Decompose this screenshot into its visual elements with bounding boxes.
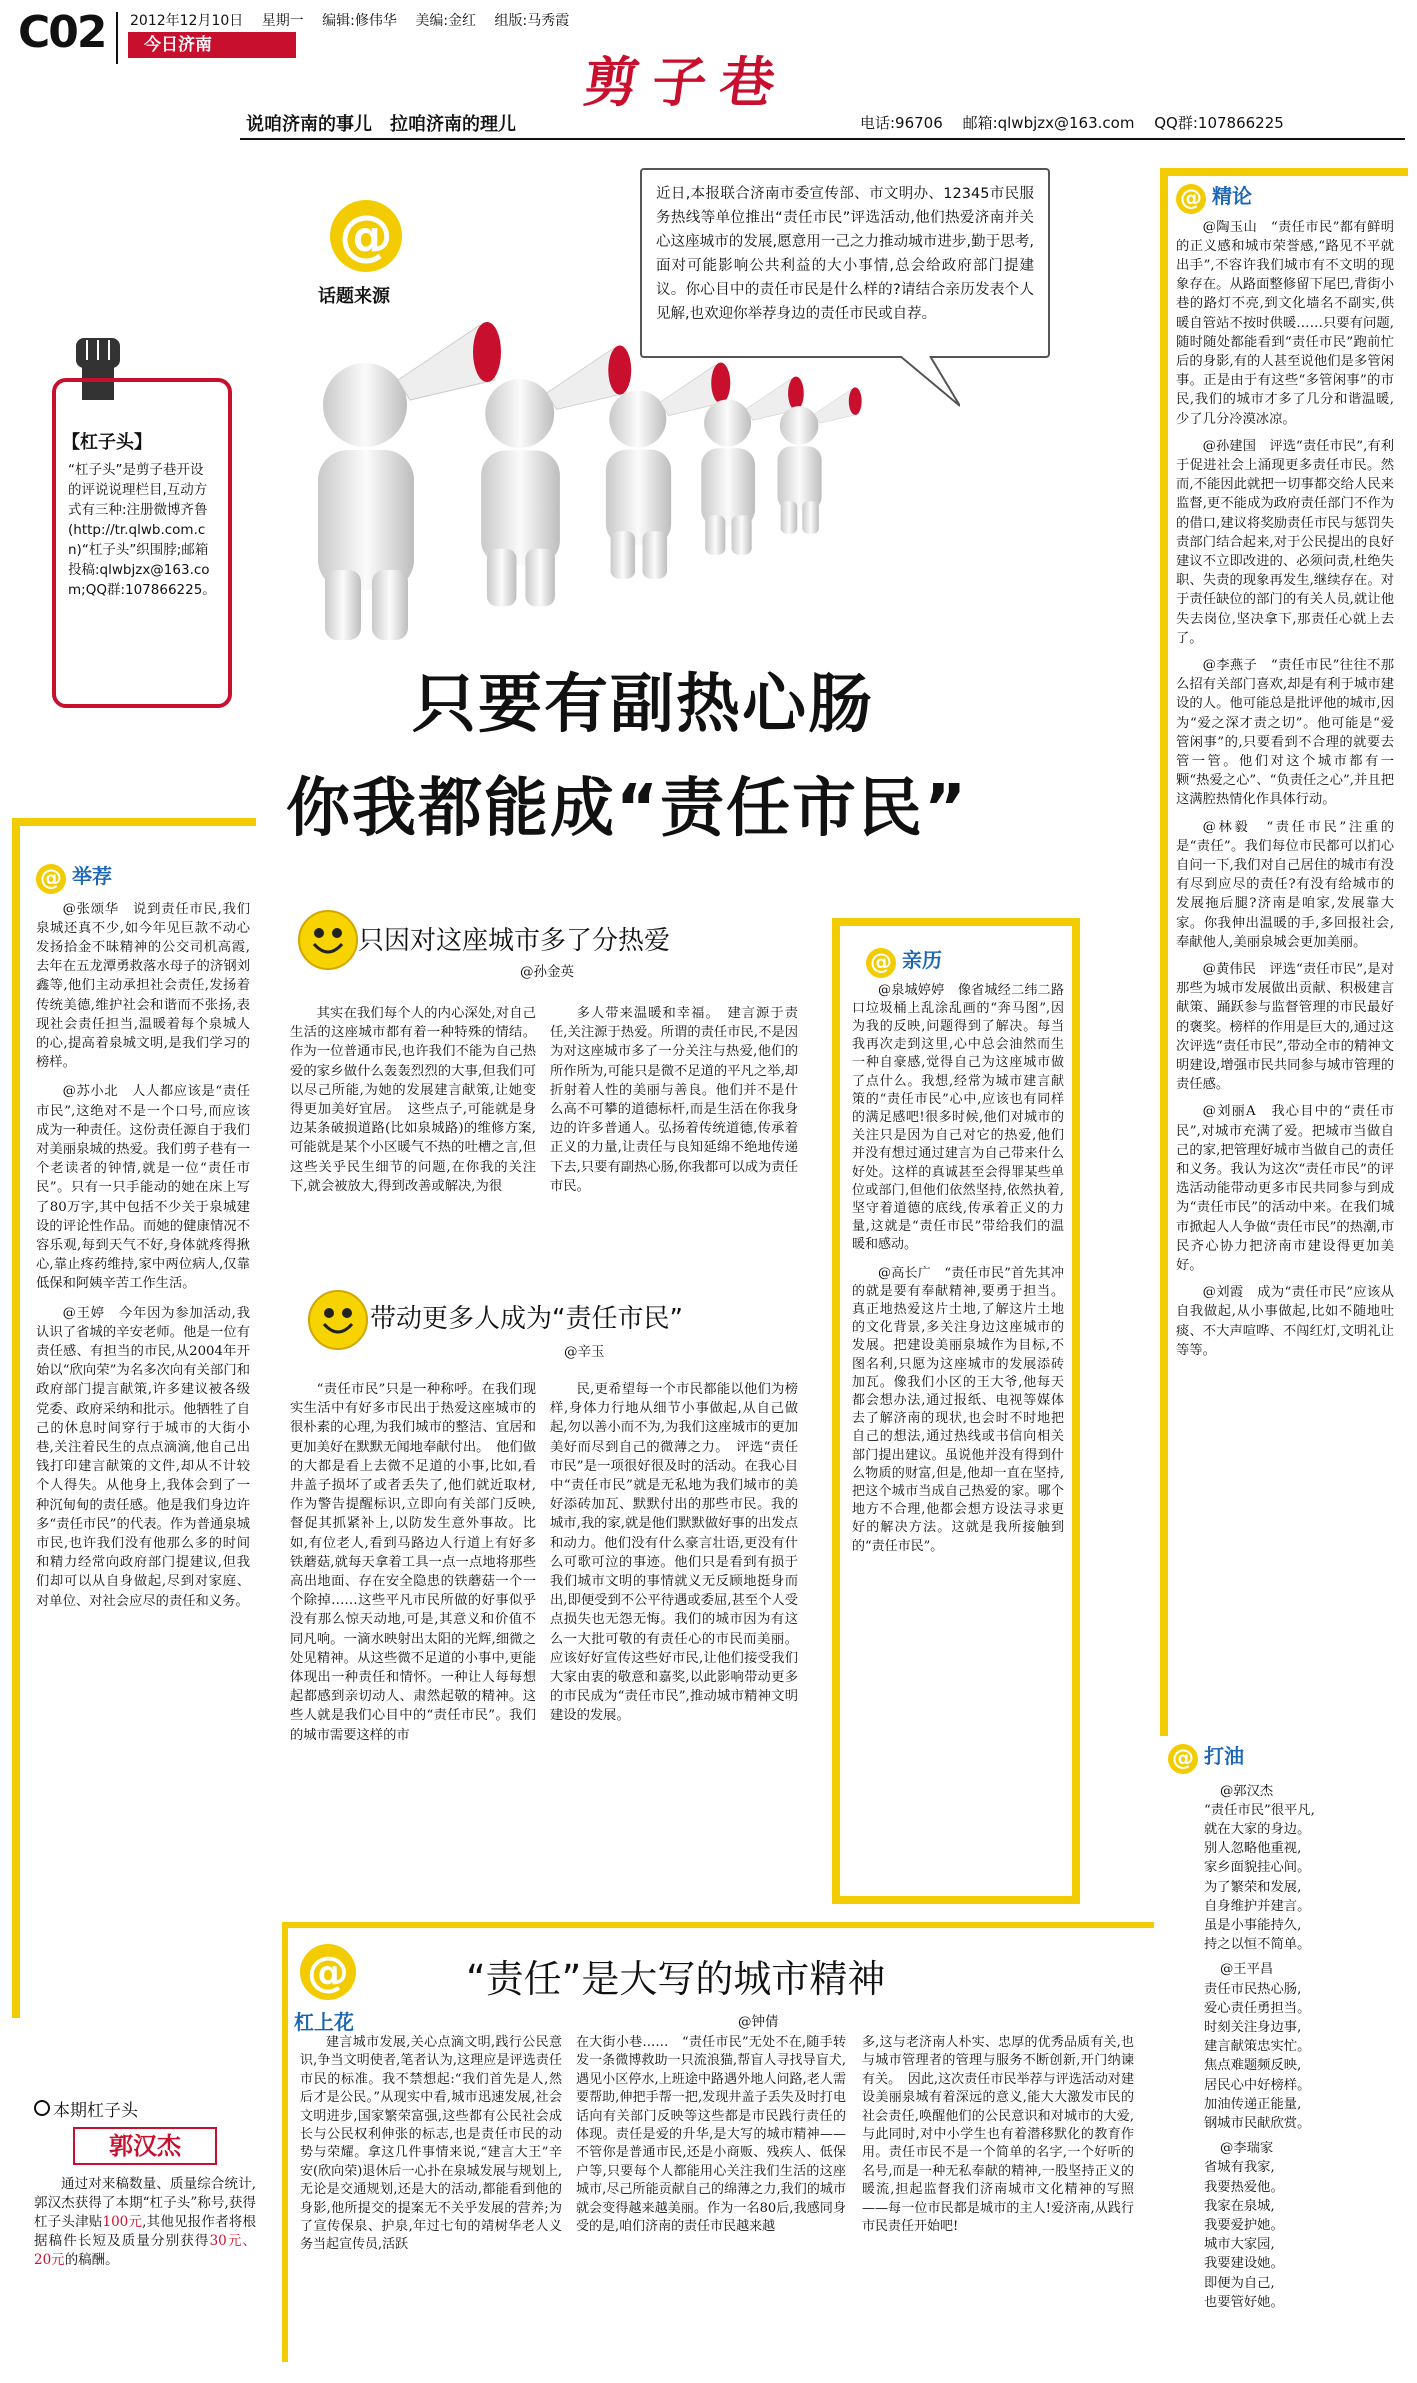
poem-line: 爱心责任勇担当。 [1204,2000,1311,2016]
email: 邮箱:qlwbjzx@163.com [962,114,1135,132]
poem-author: @王平昌 [1220,1962,1274,1978]
article2-title: 带动更多人成为“责任市民” [370,1304,683,1334]
jinglun-item: @林毅 “责任市民”注重的是“责任”。我们每位市民都可以扪心自问一下,我们对自己居住的城市有没有尽到应尽的责任?有没有给城市的发展拖后腿?济南是咱家,发展靠大家。你我伸出温暖的手,多回报社会,奉献他人,美丽泉城会更加美丽。 [1176,819,1395,950]
article3-frame [282,1922,1154,1938]
poem-line: 就在大家的身边。 [1204,1821,1311,1837]
article1-author: @孙金英 [520,964,574,980]
jinglun-item: @黄伟民 评选“责任市民”,是对那些为城市发展做出贡献、积极建言献策、踊跃参与监督管理的市民最好的褒奖。榜样的作用是巨大的,通过这次评选“责任市民”,带动全市的精神文明建设,增强市民共同参与城市管理的责任感。 [1176,962,1395,1093]
poem-line: 我要热爱他。 [1204,2179,1284,2195]
header-meta [130,10,569,30]
jinglun-item: @孙建国 评选“责任市民”,有利于促进社会上涌现更多责任市民。然而,不能因此就把一切事都交给人民来监督,更不能成为政府责任部门不作为的借口,建议将奖励责任市民与惩罚失责部门结合起来,对于公民提出的良好建议不立即改进的、必须问责,杜绝失职、失责的现象再发生,继续存在。对于责任缺位的部门的有关人员,就让他失去岗位,坚决拿下,那责任心就上去了。 [1176,438,1395,646]
topic-source-label: 话题来源 [318,286,390,307]
speech-tail [900,356,960,416]
jujian-p3: @王婷 今年因为参加活动,我认识了省城的辛安老师。他是一位有责任感、有担当的市民,从2004年开始以“欣向荣”为名多次向有关部门和政府部门提言献策,许多建议被各级党委、政府采纳和批示。他牺牲了自己的休息时间穿行于城市的大街小巷,关注着民生的点点滴滴,他自己出钱打印建言献策的文件,却从不计较个人得失。从他身上,我体会到了一种沉甸甸的责任感。他是我们身边许多“责任市民”的代表。作为普通泉城市民,也许我们没有他那么多的时间和精力经常向政府部门提建议,但我们却可以从自身做起,尽到对家庭、对单位、对社会应尽的责任和义务。 [36,1305,250,1609]
benqi-title: 本期杠子头 [34,2096,256,2121]
jujian-label: 举荐 [72,864,112,888]
contact [860,112,1284,133]
megaphone-people-illustration [280,230,900,650]
jinglun-column [1176,180,1394,1360]
gangzitou-text: “杠子头”是剪子巷开设的评说说理栏目,互动方式有三种:注册微博齐鲁(http://tr.qlwb.com.cn)“杠子头”织围脖;邮箱投稿:qlwbjzx@163.com;QQ群:107866225。 [68,462,216,598]
benqi-text: 通过对来稿数量、质量综合统计,郭汉杰获得了本期“杠子头”称号,获得杠子头津贴100元,其他见报作者将根据稿件长短及质量分别获得30元、20元的稿酬。 [34,2176,257,2268]
qinli-label: 亲历 [902,948,942,972]
article3-author: @钟倩 [738,2014,779,2030]
jujian-p2: @苏小北 人人都应该是“责任市民”,这绝对不是一个口号,而应该成为一种责任。这份责任源自于我们对美丽泉城的热爱。我们剪子巷有一个老读者的钟情,就是一位“责任市民”。只有一只手能动的她在床上写了80万字,其中包括不少关于泉城建设的评论性作品。而她的健康情况不容乐观,每到天气不好,身体就疼得揪心,靠止疼药维持,家中两位病人,仅靠低保和阿姨辛苦工作生活。 [36,1084,250,1292]
at-icon: @ [36,864,66,894]
page-number: C02 [18,7,106,58]
layout-editor: 组版:马秀霞 [494,13,570,29]
article2-col1: “责任市民”只是一种称呼。在我们现实生活中有好多市民出于热爱这座城市的很朴素的心理,为我们城市的整洁、宜居和更加美好在默默无闻地奉献付出。 他们做的大都是看上去微不足道的小事,比如,看井盖子损坏了或者丢失了,他们就近取材,作为警告提醒标识,立即向有关部门反映,督促其抓紧补上,以防发生意外事故。比如,有位老人,看到马路边人行道上有好多铁蘑菇,就每天拿着工具一点一点地将那些高出地面、存在安全隐患的铁蘑菇一个一个除掉……这些平凡市民所做的好事似乎没有那么惊天动地,可是,其意义和价值不同凡响。一滴水映射出太阳的光辉,细微之处见精神。从这些微不足道的小事中,更能体现出一种责任和情怀。一种让人每每想起都感到亲切动人、肃然起敬的精神。这些人就是我们心目中的“责任市民”。我们的城市需要这样的市 [290,1382,536,1743]
section-badge [128,32,296,58]
poem-author: @李瑞家 [1220,2141,1274,2157]
jinglun-header [1176,180,1394,214]
poem-line: 责任市民热心肠, [1204,1981,1302,1997]
header-rule-v [116,12,118,64]
slogan: 说咱济南的事儿 拉咱济南的理儿 [246,114,516,135]
at-icon: @ [1168,1744,1198,1774]
dayou-label: 打油 [1204,1744,1244,1768]
jujian-column [36,860,250,1611]
dayou-poem [1168,2139,1404,2312]
section-name: 今日济南 [144,35,212,55]
column-logo: 剪子巷 [580,50,794,114]
jujian-header [36,860,250,894]
poem-line: 城市大家园, [1204,2237,1275,2253]
poem-line: 我要建设她。 [1204,2256,1284,2272]
poem-line: 焦点难题频反映, [1204,2058,1302,2074]
article3-col3: 多,这与老济南人朴实、忠厚的优秀品质有关,也与城市管理者的管理与服务不断创新,开门纳谏有关。 因此,这次责任市民举荐与评选活动对建设美丽泉城有着深远的意义,能大大激发市民的社会责任,唤醒他们的公民意识和对城市的大爱,与此同时,对中小学生也有着潜移默化的教育作用。责任市民不是一个简单的名字,一个好听的名号,而是一种无私奉献的精神,一股坚持正义的暖流,担起监督我们济南城市文化精神的写照——每一位市民都是城市的主人!爱济南,从践行市民责任开始吧! [862,2035,1134,2235]
article3-title: “责任”是大写的城市精神 [466,1957,886,2001]
qinli-column [852,944,1064,1556]
at-icon: @ [866,948,896,978]
header-rule [240,138,1405,140]
article2-author: @辛玉 [564,1344,605,1360]
poem-line: 自身维护并建言。 [1204,1898,1311,1914]
jinglun-item: @刘霞 成为“责任市民”应该从自我做起,从小事做起,比如不随地吐痰、不大声喧哗、不闯红灯,文明礼让等等。 [1176,1285,1394,1358]
article3-col1: 建言城市发展,关心点滴文明,践行公民意识,争当文明使者,笔者认为,这理应是评选责任市民的标准。我不禁想起:“我们首先是人,然后才是公民。”从现实中看,城市迅速发展,社会文明进步,国家繁荣富强,这些都有公民社会成长与公民权利伸张的标志,也是责任市民的动势与荣耀。拿这几件事情来说,“建言大王”辛安(欣向荣)退休后一心扑在泉城发展与规划上,无论是交通规划,还是大的活动,都能看到他的身影,他所提交的提案无不关乎发展的营养;为了宣传保泉、护泉,年过七旬的靖树华老人义务当起宣传员,活跃 [300,2035,562,2253]
poem-line: 居民心中好榜样。 [1204,2077,1311,2093]
dayou-poem [1168,1960,1404,2133]
article1-col1: 其实在我们每个人的内心深处,对自己生活的这座城市都有着一种特殊的情结。作为一位普通市民,也许我们不能为自己热爱的家乡做什么轰轰烈烈的大事,但我们可以尽己所能,为她的发展建言献策,让她变得更加美好宜居。 这些点子,可能就是身边某条破损道路(比如泉城路)的维修方案,可能就是某个小区暖气不热的吐槽之言,但这些关乎民生细节的问题,在你我的关注下,就会被放大,得到改善或解决,为很 [290,1006,536,1194]
headline-line2: 你我都能成“责任市民” [286,772,969,846]
qinli-p1: @泉城婷婷 像省城经二纬二路口垃圾桶上乱涂乱画的“奔马图”,因为我的反映,问题得到了解决。每当我再次走到这里,心中总会油然而生一种自豪感,觉得自己为这座城市做了点什么。我想,经常为城市建言献策的“责任市民”心中,应该也有同样的满足感吧!很多时候,他们对城市的关注只是因为自己对它的热爱,他们并没有想过通过建言为自己带来什么好处。这样的真诚甚至会得罪某些单位或部门,但他们依然坚持,依然执着,坚守着道德的底线,传承着正义的力量,这就是“责任市民”带给我们的温暖和感动。 [852,982,1064,1253]
poem-line: 加油传递正能量, [1204,2096,1302,2112]
gangzitou-title: 【杠子头】 [62,432,152,453]
article1-title: 只因对这座城市多了分热爱 [358,926,671,956]
poem-line: 虽是小事能持久, [1204,1917,1302,1933]
figure-5 [777,387,861,533]
article3-frame-left [282,1922,288,2362]
qq: QQ群:107866225 [1154,114,1284,132]
poem-line: 也要管好她。 [1204,2294,1284,2310]
benqi-name-box: 郭汉杰 [73,2127,217,2165]
poem-line: “责任市民”很平凡, [1204,1802,1315,1818]
benqi-circle-icon [34,2100,50,2116]
poem-line: 省城有我家, [1204,2160,1275,2176]
poem-line: 持之以恒不简单。 [1204,1937,1311,1953]
jujian-p1: @张颂华 说到责任市民,我们泉城还真不少,如今年见巨款不动心发扬拾金不昧精神的公交司机高霞,去年在五龙潭勇救落水母子的济钢刘鑫等,他们主动承担社会责任,发扬着传统美德,维护社会和谐而不张扬,表现社会责任担当,温暖着每个泉城人的心,提高着泉城文明,是我们学习的榜样。 [36,901,250,1071]
benqi-section [34,2096,256,2270]
poem-line: 时刻关注身边事, [1204,2019,1302,2035]
weekday: 星期一 [261,13,304,29]
poem-line: 建言献策忠实忙。 [1204,2039,1311,2055]
topic-at-icon: @ [330,200,402,272]
artist: 美编:金红 [415,13,477,29]
dayou-header [1168,1740,1404,1774]
at-icon: @ [1176,184,1206,214]
date: 2012年12月10日 [130,13,244,29]
jinglun-item: @刘丽A 我心目中的“责任市民”,对城市充满了爱。把城市当做自己的家,把管理好城市当做自己的责任和义务。我认为这次“责任市民”的评选活动能带动更多市民共同参与到成为“责任市民”的活动中来。在我们城市掀起人人争做“责任市民”的热潮,市民齐心协力把济南市建设得更加美好。 [1176,1104,1394,1274]
benqi-range: 30元、20元 [34,2233,256,2268]
poem-line: 我要爱护她。 [1204,2217,1284,2233]
poem-line: 即便为自己, [1204,2275,1275,2291]
smiley-icon-2 [308,1290,368,1350]
smiley-icon-1 [298,910,358,970]
poem-author: @郭汉杰 [1220,1783,1274,1799]
dayou-column [1168,1740,1404,2312]
qinli-p2: @高长广 “责任市民”首先其冲的就是要有奉献精神,要勇于担当。真正地热爱这片土地,了解这片土地的文化背景,多关注身边这座城市的发展。把建设美丽泉城作为目标,不图名利,只愿为这座城市的发展添砖加瓦。像我们小区的王大爷,他每天都会想办法,通过报纸、电视等媒体去了解济南的现状,也会时不时地把自己的想法,通过热线或书信向相关部门提出建议。虽说他并没有得到什么物质的财富,但是,他却一直在坚持,把这个城市当成自己热爱的家。哪个地方不合理,他都会想方设法寻求更好的解决方法。这就是我所接触到的“责任市民”。 [852,1265,1064,1554]
benqi-amount: 100元 [102,2214,143,2230]
article1-col2: 多人带来温暖和幸福。 建言源于责任,关注源于热爱。所谓的责任市民,不是因为对这座城市多了一分关注与热爱,他们的所作所为,可能只是微不足道的平凡之举,却折射着人性的美丽与善良。他们并不是什么高不可攀的道德标杆,而是生活在你我身边的许多普通人。弘扬着传统道德,传承着正义的力量,让责任与良知延绵不绝地传递下去,只要有副热心肠,你我都可以成为责任市民。 [550,1006,798,1194]
dayou-poem [1168,1782,1404,1955]
jinglun-item: @李燕子 “责任市民”往往不那么招有关部门喜欢,却是有利于城市建设的人。他可能总是批评他的城市,因为“爱之深才责之切”。他可能是“爱管闲事”的,只要看到不合理的就要去管一管。他们对这个城市都有一颗“热爱之心”、“负责任之心”,并且把这满腔热情化作具体行动。 [1176,657,1395,808]
poem-line: 钢城市民献欣赏。 [1204,2115,1311,2131]
article3-label: 杠上花 [294,2010,354,2034]
poem-line: 为了繁荣和发展, [1204,1879,1302,1895]
article2-col2: 民,更希望每一个市民都能以他们为榜样,身体力行地从细节小事做起,从自己做起,勿以善小而不为,为我们这座城市的更加美好而尽到自己的微薄之力。 评选“责任市民”是一项很好很及时的活动。在我心目中“责任市民”就是无私地为我们城市的美好添砖加瓦、默默付出的那些市民。我的城市,我的家,就是他们默默做好事的出发点和动力。他们没有什么豪言壮语,更没有什么可歌可泣的事迹。他们只是看到有损于我们城市文明的事情就义无反顾地挺身而出,即便受到不公平待遇或委屈,甚至个人受点损失也无怨无悔。我们的城市因为有这么一大批可敬的有责任心的市民而美丽。应该好好宣传这些好市民,让他们接受我们大家由衷的敬意和嘉奖,以此影响带动更多的市民成为“责任市民”,推动城市精神文明建设的发展。 [550,1382,798,1724]
gangzitou-box [52,378,232,708]
headline-line1: 只要有副热心肠 [412,668,874,742]
qinli-header [852,944,1064,978]
poem-line: 别人忽略他重视, [1204,1841,1302,1857]
poem-line: 我家在泉城, [1204,2198,1275,2214]
article3-col2: 在大街小巷…… “责任市民”无处不在,随手转发一条微博救助一只流浪猫,帮盲人寻找导盲犬,遇见小区停水,上班途中路遇外地人问路,老人需要帮助,伸把手帮一把,发现井盖子丢失及时打电话向有关部门反映等这些都是市民践行责任的体现。责任是爱的升华,是大写的城市精神——不管你是普通市民,还是小商贩、残疾人、低保户等,只要每个人都能用心关注我们生活的这座城市,尽己所能贡献自己的绵薄之力,我们的城市就会变得越来越美丽。作为一名80后,我感同身受的是,咱们济南的责任市民越来越 [576,2035,846,2235]
poem-line: 家乡面貌挂心间。 [1204,1860,1311,1876]
jinglun-item: @陶玉山 “责任市民”都有鲜明的正义感和城市荣誉感,“路见不平就出手”,不容许我们城市有不文明的现象存在。从路面整修留下尾巴,背街小巷的路灯不亮,到文化墙名不副实,供暖自管站不按时供暖……只要有问题,随时随处都能看到“责任市民”跑前忙后的身影,有的人甚至说他们是多管闲事。正是由于有这些“多管闲事”的市民,我们的城市才多了几分和谐温暖,少了几分冷漠冰凉。 [1176,219,1395,427]
article3-at-icon: @ [300,1944,356,2000]
editor: 编辑:修伟华 [322,13,397,29]
intro-text: 近日,本报联合济南市委宣传部、市文明办、12345市民服务热线等单位推出“责任市民”评选活动,他们热爱济南并关心这座城市的发展,愿意用一己之力推动城市进步,勤于思考,面对可能影响公共利益的大小事情,总会给政府部门提建议。你心目中的责任市民是什么样的?请结合亲历发表个人见解,也欢迎你举荐身边的责任市民或自荐。 [656,186,1034,322]
figure-1 [318,322,501,640]
jinglun-label: 精论 [1212,184,1252,208]
phone: 电话:96706 [860,114,943,132]
